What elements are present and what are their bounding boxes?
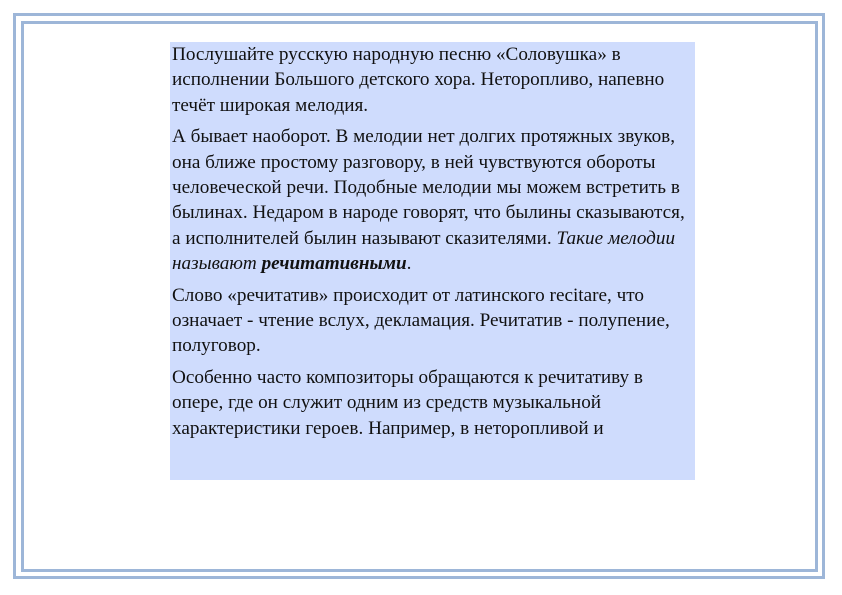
- text-block: [170, 42, 695, 480]
- bold-term: речитативными: [261, 253, 407, 275]
- sentence-end: .: [406, 253, 412, 275]
- italic-phrase: Такие мелодии называют: [172, 227, 676, 275]
- paragraph-opera: Особенно часто композиторы обращаются к речитативу в опере, где он служит одним из средств музыкальной характеристики героев. Например, в неторопливой и: [172, 366, 643, 439]
- paragraph-etymology: Слово «речитатив» происходит от латинского recitare, что означает - чтение вслух, декламация. Речитатив - полупение, полуговор.: [172, 284, 670, 357]
- paragraph-recitative-description: [172, 124, 691, 276]
- paragraph-intro: Послушайте русскую народную песню «Соловушка» в исполнении Большого детского хора. Неторопливо, напевно течёт широкая мелодия.: [172, 44, 665, 116]
- paragraph-recitative-text: А бывает наоборот. В мелодии нет долгих протяжных звуков, она ближе простому разговору, в ней чувствуются обороты человеческой речи. Подобные мелодии мы можем встретить в былинах. Недаром в народе говорят, что былины сказываются, а исполнителей былин называют сказителями.: [172, 126, 685, 249]
